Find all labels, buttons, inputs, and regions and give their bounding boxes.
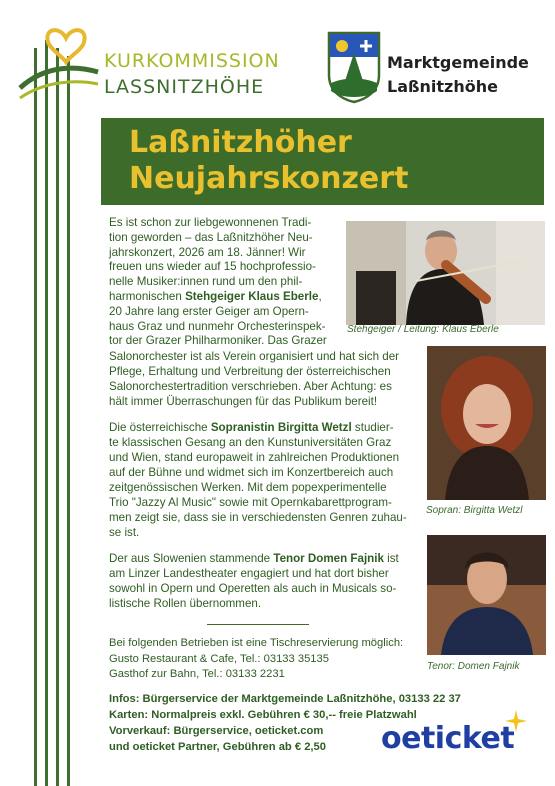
- tenor-line: sowohl in Opern und Operetten als auch in Musicals so-: [109, 582, 397, 595]
- violinist-caption: Stehgeiger / Leitung: Klaus Eberle: [347, 324, 499, 335]
- soprano-line: [109, 421, 416, 436]
- marktgemeinde-line2: Laßnitzhöhe: [387, 77, 498, 96]
- kurkommission-logo-icon: [16, 24, 101, 104]
- intro-narrow-line: tor der Grazer Philharmoniker. Das Grazer: [109, 334, 327, 347]
- soprano-line: und Wien, stand europaweit in zahlreichen Produktionen: [109, 451, 400, 464]
- soprano-line: zeitgenössischen Werken. Mit dem popexperimentelle: [109, 481, 387, 494]
- info-line: Karten: Normalpreis exkl. Gebühren € 30,-- freie Platzwahl: [109, 709, 417, 721]
- intro-narrow-line: tion geworden – das Laßnitzhöher Neu-: [109, 231, 313, 244]
- intro-narrow-line: Es ist schon zur liebgewonnenen Tradi-: [109, 216, 312, 229]
- info-line: Vorverkauf: Bürgerservice, oeticket.com: [109, 725, 324, 737]
- soprano-line: auf der Bühne und widmet sich im Konzertbereich auch: [109, 466, 394, 479]
- sparkle-icon: [505, 710, 527, 732]
- decorative-line: [34, 48, 37, 786]
- intro-narrow-line: jahrskonzert, 2026 am 18. Jänner! Wir: [109, 246, 306, 259]
- kurkommission-line2: LASSNITZHÖHE: [104, 76, 265, 98]
- tenor-intro-text: Der aus Slowenien stammende: [109, 552, 271, 565]
- oeticket-logo: oeticket: [381, 721, 515, 756]
- reservation-line: Gasthof zur Bahn, Tel.: 03133 2231: [109, 668, 285, 680]
- intro-text: harmonischen: [109, 290, 182, 303]
- soprano-name: Sopranistin Birgitta Wetzl: [210, 421, 352, 434]
- intro-wide-line: Pflege, Erhaltung und Verbreitung der österreichischen: [109, 365, 391, 378]
- decorative-line: [45, 40, 48, 786]
- decorative-line: [67, 56, 70, 786]
- intro-narrow-line: nelle Musiker:innen rund um den phil-: [109, 275, 303, 288]
- tenor-line: listische Rollen übernommen.: [109, 597, 262, 610]
- intro-wide-line: Salonorchester ist als Verein organisiert und hat sich der: [109, 350, 400, 363]
- intro-narrow-line: haus Graz und nunmehr Orchesterinspek-: [109, 320, 326, 333]
- intro-wide-line: hält immer Überraschungen für das Publikum bereit!: [109, 395, 378, 408]
- info-line: Infos: Bürgerservice der Marktgemeinde Laßnitzhöhe, 03133 22 37: [109, 693, 461, 705]
- decorative-line: [56, 48, 59, 786]
- divider: [207, 624, 309, 625]
- soprano-line: te klassischen Gesang an den Kunstuniversitäten Graz: [109, 436, 392, 449]
- tenor-line: [109, 552, 416, 567]
- tenor-name: Tenor Domen Fajnik: [273, 552, 384, 565]
- coat-of-arms-icon: [327, 31, 381, 104]
- tenor-photo: [427, 535, 546, 655]
- info-line: und oeticket Partner, Gebühren ab € 2,50: [109, 741, 326, 753]
- intro-narrow-line: 20 Jahre lang erster Geiger am Opern-: [109, 305, 309, 318]
- intro-wide-line: Salonorchestertradition verschrieben. Aber Achtung: es: [109, 380, 392, 393]
- reservation-heading: Bei folgenden Betrieben ist eine Tischreservierung möglich:: [109, 637, 404, 649]
- soprano-photo: [427, 346, 546, 500]
- soprano-line: se ist.: [109, 526, 140, 539]
- tenor-text-cont: ist: [387, 552, 399, 565]
- tenor-line: am Linzer Landestheater engagiert und hat dort bisher: [109, 567, 389, 580]
- reservation-line: Gusto Restaurant & Cafe, Tel.: 03133 35135: [109, 653, 329, 665]
- soprano-line: men zeigt sie, dass sie in verschiedensten Genren zuhau-: [109, 511, 407, 524]
- violinist-name: Stehgeiger Klaus Eberle: [185, 290, 319, 303]
- title-banner: [101, 118, 544, 205]
- soprano-text-cont: studier-: [354, 421, 394, 434]
- banner-title-line2: Neujahrskonzert: [129, 161, 409, 196]
- intro-narrow-line: freuen uns wieder auf 15 hochprofessio-: [109, 260, 316, 273]
- intro-narrow-line: harmonischen Stehgeiger Klaus Eberle,: [109, 290, 322, 303]
- soprano-caption: Sopran: Birgitta Wetzl: [426, 505, 523, 516]
- banner-title-line1: Laßnitzhöher: [129, 125, 352, 160]
- kurkommission-line1: KURKOMMISSION: [104, 50, 280, 72]
- soprano-intro-text: Die österreichische: [109, 421, 208, 434]
- tenor-caption: Tenor: Domen Fajnik: [427, 661, 520, 672]
- marktgemeinde-line1: Marktgemeinde: [387, 53, 529, 72]
- soprano-line: Trio "Jazzy Al Music" sowie mit Opernkabarettprogram-: [109, 496, 392, 509]
- violinist-photo: [346, 221, 545, 325]
